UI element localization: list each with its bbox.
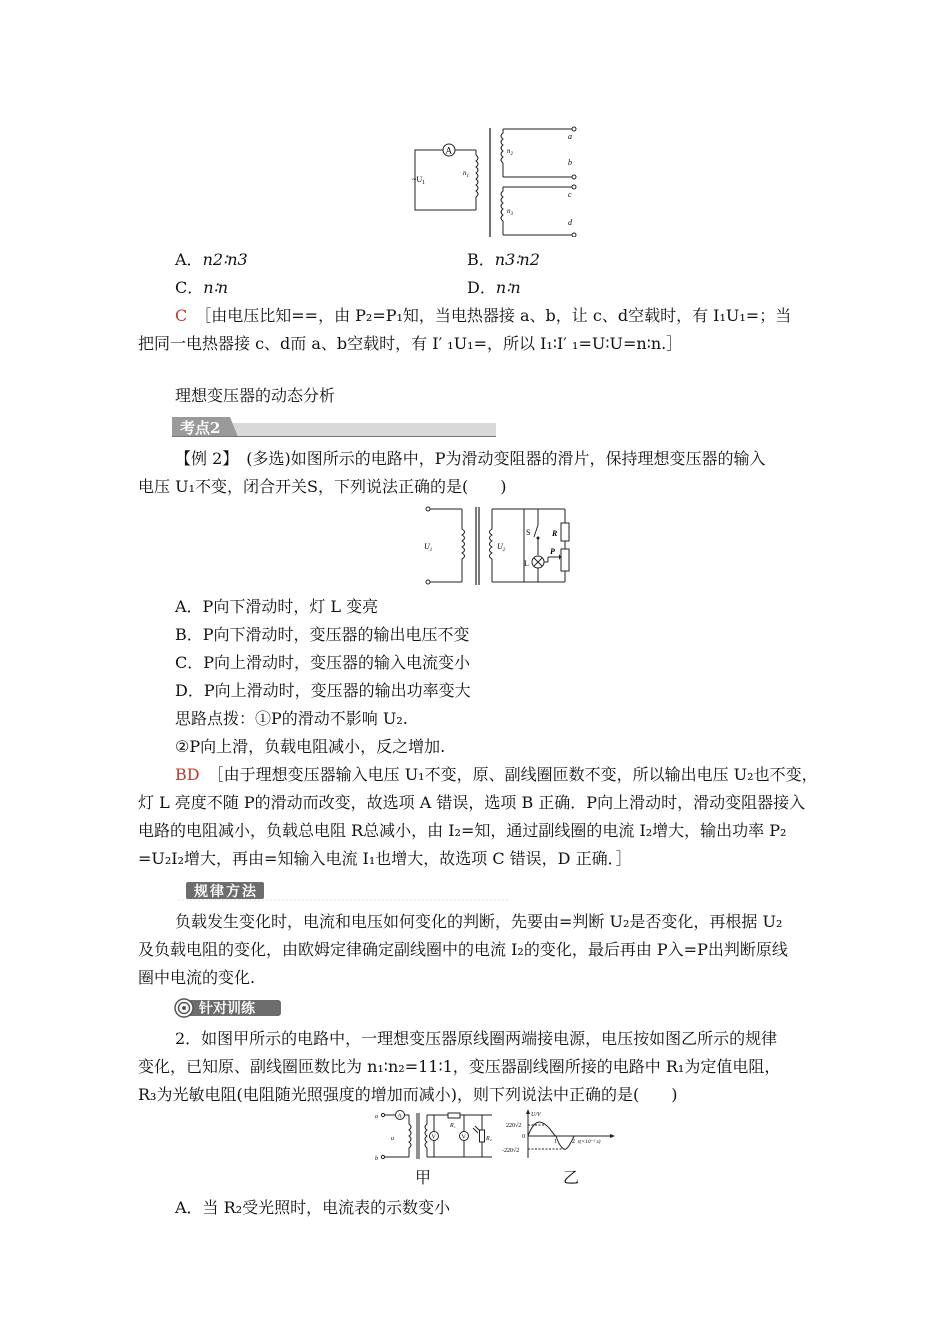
n1-label: $n_1$ bbox=[463, 169, 469, 179]
q1-option-b[interactable]: B．n3∶n2 bbox=[467, 250, 540, 269]
ex2-answer-letter: BD bbox=[175, 765, 200, 784]
q2-line-2: 变化，已知原、副线圈匝数比为 n₁∶n₂=11∶1，变压器副线圈所接的电路中 R₁为定值电阻， bbox=[138, 1057, 781, 1076]
graph-zero: 0 bbox=[522, 1134, 525, 1140]
q2-line-3: R₃为光敏电阻(电阻随光照强度的增加而减小)，则下列说法中正确的是( ) bbox=[138, 1085, 678, 1104]
graph-t1: 1 bbox=[554, 1139, 557, 1145]
ex2-option-c[interactable]: C．P向上滑动时，变压器的输入电流变小 bbox=[175, 653, 471, 672]
slider-label: P bbox=[550, 547, 555, 556]
method-line-1: 负载发生变化时，电流和电压如何变化的判断，先要由=判断 U₂是否变化，再根据 U₂ bbox=[175, 912, 783, 931]
source-label: $\sim U_1$ bbox=[412, 175, 426, 186]
method-line-2: 及负载电阻的变化，由欧姆定律确定副线圈中的电流 I₂的变化，最后再由 P入=P出判断原线 bbox=[138, 940, 788, 959]
graph-t2: 2 bbox=[572, 1139, 575, 1145]
q2-v1-label: V bbox=[431, 1134, 436, 1141]
ex2-line-2: 电压 U₁不变，闭合开关S，下列说法正确的是( ) bbox=[138, 477, 507, 496]
n3-label: $n_3$ bbox=[507, 207, 513, 217]
ex2-hint-2: ②P向上滑，负载电阻减小，反之增加. bbox=[175, 737, 446, 756]
q2-b-label: b bbox=[375, 1156, 378, 1162]
q2-caption-yi: 乙 bbox=[563, 1168, 580, 1187]
q2-line-1: 2．如图甲所示的电路中，一理想变压器原线圈两端接电源，电压按如图乙所示的规律 bbox=[175, 1029, 778, 1048]
q1-option-a[interactable]: A．n2∶n3 bbox=[175, 250, 248, 269]
method-line-3: 圈中电流的变化. bbox=[138, 968, 256, 987]
graph-ymin: -220√2 bbox=[502, 1148, 520, 1154]
q2-a-label: a bbox=[375, 1114, 378, 1120]
u2-label: $U_2$ bbox=[497, 542, 506, 553]
q1-option-d[interactable]: D．n∶n bbox=[467, 278, 521, 297]
q2-caption-jia: 甲 bbox=[415, 1168, 432, 1187]
training-label: 针对训练 bbox=[199, 1001, 255, 1017]
q1-circuit-figure bbox=[410, 125, 590, 237]
resistor-label: R bbox=[552, 529, 558, 538]
switch-label: S bbox=[526, 528, 531, 537]
lamp-label: L bbox=[524, 559, 529, 568]
graph-xlabel: t(×10⁻² s) bbox=[578, 1139, 601, 1145]
ex2-option-d[interactable]: D．P向上滑动时，变压器的输出功率变大 bbox=[175, 681, 471, 700]
kaodian-label: 考点2 bbox=[180, 419, 221, 437]
method-label-bar bbox=[178, 880, 508, 902]
n2-label: $n_2$ bbox=[507, 147, 513, 157]
q2-r1-label: R₁ bbox=[450, 1123, 456, 1129]
section-title: 理想变压器的动态分析 bbox=[175, 386, 336, 405]
ex2-answer-line-2: 灯 L 亮度不随 P的滑动而改变，故选项 A 错误，选项 B 正确．P向上滑动时，滑动变阻器接入 bbox=[138, 793, 806, 812]
terminal-c: c bbox=[568, 190, 572, 199]
q2-ammeter-label: A bbox=[397, 1113, 402, 1120]
q1-answer-letter: C bbox=[175, 306, 188, 325]
q2-r2-label: R₂ bbox=[486, 1136, 492, 1142]
ex2-option-a[interactable]: A．P向下滑动时，灯 L 变亮 bbox=[175, 597, 379, 616]
ex2-answer-line-4: =U₂I₂增大，再由=知输入电流 I₁也增大，故选项 C 错误，D 正确．］ bbox=[138, 849, 632, 868]
ex2-answer-line-3: 电路的电阻减小，负载总电阻 R总减小，由 I₂=知，通过副线圈的电流 I₂增大，输出功率 P₂ bbox=[138, 821, 787, 840]
kaodian-bar bbox=[172, 417, 496, 437]
q2-figure-yi bbox=[500, 1108, 618, 1160]
q2-figure-jia bbox=[372, 1110, 496, 1162]
ex2-option-b[interactable]: B．P向下滑动时，变压器的输出电压不变 bbox=[175, 625, 470, 644]
ex2-answer-line-1: BD ［由于理想变压器输入电压 U₁不变，原、副线圈匝数不变，所以输出电压 U₂也不变， bbox=[175, 765, 818, 784]
terminal-a: a bbox=[568, 132, 572, 141]
q2-option-a[interactable]: A．当 R₂受光照时，电流表的示数变小 bbox=[175, 1198, 451, 1217]
graph-ymax: 220√2 bbox=[506, 1123, 522, 1129]
method-label: 规律方法 bbox=[194, 884, 258, 900]
ex2-hint-1: 思路点拨：①P的滑动不影响 U₂. bbox=[175, 709, 408, 728]
ex2-line-1: 【例 2】 (多选)如图所示的电路中，P为滑动变阻器的滑片，保持理想变压器的输入 bbox=[175, 449, 766, 468]
q2-v2-label: V bbox=[461, 1134, 466, 1141]
q1-answer-line-1: C ［由电压比知==，由 P₂=P₁知，当电热器接 a、b，让 c、d空载时，有 I₁U₁=；当 bbox=[175, 306, 792, 325]
ammeter-label: A bbox=[445, 145, 452, 156]
u1-label: $U_1$ bbox=[424, 542, 433, 553]
q1-option-c[interactable]: C．n∶n bbox=[175, 278, 229, 297]
q2-u-label: u bbox=[391, 1136, 394, 1142]
terminal-b: b bbox=[568, 158, 572, 167]
terminal-d: d bbox=[568, 218, 572, 227]
training-label-bar bbox=[173, 997, 283, 1019]
ex2-circuit-figure bbox=[420, 505, 580, 587]
q1-answer-line-2: 把同一电热器接 c、d而 a、b空载时，有 I′ ₁U₁=，所以 I₁∶I′ ₁=U∶U=n∶n.］ bbox=[138, 334, 683, 353]
graph-ylabel: U/V bbox=[531, 1112, 541, 1118]
